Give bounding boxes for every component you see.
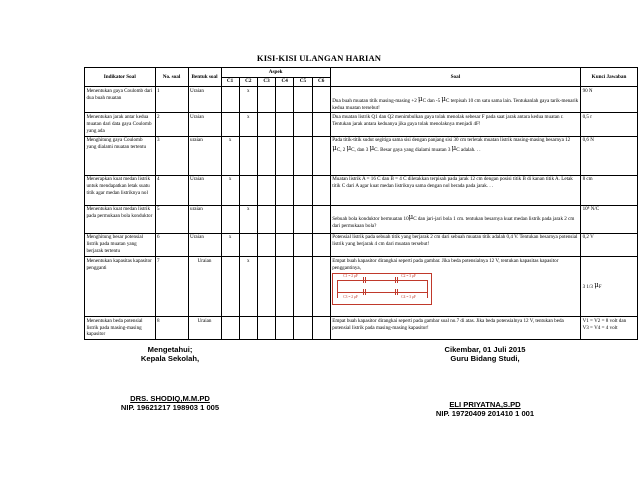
cell-indikator: Menghitung gaya Coulomb yang dialami muatan tertentu [85,136,156,175]
header-kunci: Kunci Jawaban [581,68,638,87]
table-row [85,136,638,175]
cell-bentuk: Uraian [188,175,221,205]
diagram-label-c4: C4 = 3 μF [401,295,416,300]
mu-symbol: μ [451,144,457,153]
cell-bentuk: Uraian [188,113,221,136]
header-c4: C4 [276,77,294,87]
mu-symbol: μ [594,281,599,290]
cell-kunci: 90 N [581,87,638,113]
table-row [85,175,638,205]
table-row [85,87,638,113]
mu-symbol: μ [418,94,423,103]
table-header-row [85,68,638,78]
diagram-label-c3: C3 = 2 μF [343,295,358,300]
cell-aspek-mark: x [239,256,257,316]
cell-indikator: Menerapkan kuat medan listrik untuk mendapatkan letak suatu titik agar medan listriknya nol [85,175,156,205]
cell-soal: Potensial listrik pada sebuah titik yang berjarak 2 cm dari sebuah muatan titik adalah 0,4 V. Tentukan besarnya potensial listrik yang berjarak 4 cm dari muatan tersebut! [330,233,580,256]
cell-soal: Sebuah bola konduktor bermuatan 10μC dan jari-jari bola 1 cm. tentukan besarnya kuat medan listrik pada jarak 2 cm dari permukaan bola? [330,205,580,233]
signature-right [400,345,570,418]
capacitor-circuit-diagram [332,273,432,305]
header-indikator: Indikator Soal [85,68,156,87]
signature-right-name: ELI PRIYATNA,S.PD [449,400,521,409]
cell-no: 6 [155,233,188,256]
cell-indikator: Menentukan kuat medan listrik pada permukaan bola konduktor [85,205,156,233]
cell-bentuk: uraian [188,136,221,175]
cell-indikator: Menghitung besar potensial listrik pada muatan yang berjarak tertentu [85,233,156,256]
table-row [85,113,638,136]
table-row [85,316,638,339]
mu-symbol: μ [369,144,375,153]
table-row [85,233,638,256]
cell-kunci: 10⁸ N/C [581,205,638,233]
header-c2: C2 [239,77,257,87]
cell-indikator: Menentukan beda potensial listrik pada masing-masing kapasitor [85,316,156,339]
cell-no: 2 [155,113,188,136]
cell-indikator: Menentukan jarak antar kedua muatan dari data gaya Coulomb yang ada [85,113,156,136]
table-row [85,205,638,233]
cell-soal: Empat buah kapasitor dirangkai seperti pada gambar soal no.7 di atas. Jika beda potensialnya 12 V, tentukan beda potensial listrik pada masing-masing kapasitor! [330,316,580,339]
diagram-label-c1: C1 = 2 μF [343,274,358,279]
signature-left [100,345,240,412]
cell-bentuk: Uraian [188,233,221,256]
kisi-kisi-table [84,67,638,340]
cell-soal: Pada titik-titik sudut segitiga sama sisi dengan panjang sisi 30 cm terletak muatan listrik masing-masing besarnya 12 μC, 2 μC, dan 3 μC. Besar gaya yang dialami muatan 3 μC adalah. . . [330,136,580,175]
diagram-label-c2: C2 = 3 μF [401,274,416,279]
signature-right-nip: NIP. 19720409 201410 1 001 [435,409,535,418]
mu-symbol: μ [346,144,352,153]
cell-soal: Dua muatan listrik Q1 dan Q2 menimbulkan gaya tolak menolak sebesar F pada saat jarak antara kedua muatan r. Tentukan jarak antara keduanya jika gaya tolak menolaknya menjadi 4F! [330,113,580,136]
signature-left-line2: Kepala Sekolah, [140,354,200,363]
cell-no: 4 [155,175,188,205]
cell-aspek-mark: x [221,175,239,205]
cell-kunci: 3 1/3 μF [581,256,638,316]
signature-right-line1: Cikembar, 01 Juli 2015 [444,345,526,354]
header-no: No. soal [155,68,188,87]
header-aspek: Aspek [221,68,330,78]
cell-soal: Dua buah muatan titik masing-masing +2 μC dan -5 μC terpisah 10 cm satu sama lain. Tentukanlah gaya tarik-menarik kedua muatan tersebut! [330,87,580,113]
cell-indikator: Menentukan gaya Coulomb dari dua buah muatan [85,87,156,113]
signature-left-line1: Mengetahui; [147,345,193,354]
cell-no: 1 [155,87,188,113]
cell-soal: Empat buah kapasitor dirangkai seperti pada gambar. Jika beda potensialnya 12 V, tentukan kapasitas kapasitor penggantinya, C1 = 2 μF C2 = 3 μF C3 = 2 μF C4 = 3 μF [330,256,580,316]
cell-aspek-mark: x [221,136,239,175]
signature-left-name: DRS. SHODIQ,M.M.PD [130,394,210,403]
cell-kunci: 0,5 r [581,113,638,136]
cell-no: 3 [155,136,188,175]
cell-bentuk: uraian [188,205,221,233]
mu-symbol: μ [408,213,414,222]
header-c6: C6 [312,77,330,87]
signature-left-nip: NIP. 19621217 198903 1 005 [120,403,220,412]
cell-kunci: 0,2 V [581,233,638,256]
cell-aspek-mark: x [239,205,257,233]
cell-kunci: V1 = V2 = 8 volt dan V3 = V4 = 4 volt [581,316,638,339]
cell-kunci: 8 cm [581,175,638,205]
cell-kunci: 0,6 N [581,136,638,175]
cell-aspek-mark: x [239,113,257,136]
table-row [85,256,638,316]
cell-no: 7 [155,256,188,316]
cell-aspek-mark: x [221,233,239,256]
cell-no: 5 [155,205,188,233]
header-bentuk: Bentuk soal [188,68,221,87]
mu-symbol: μ [441,94,446,103]
mu-symbol: μ [332,144,337,153]
cell-bentuk: Uraian [188,87,221,113]
header-soal: Soal [330,68,580,87]
header-c5: C5 [294,77,312,87]
cell-aspek-mark: x [239,87,257,113]
cell-indikator: Menentukan kapasitas kapasitor pengganti [85,256,156,316]
signature-right-line2: Guru Bidang Studi, [450,354,520,363]
header-c3: C3 [257,77,275,87]
cell-no: 8 [155,316,188,339]
header-c1: C1 [221,77,239,87]
cell-bentuk: Uraian [188,256,221,316]
document-title: KISI-KISI ULANGAN HARIAN [256,53,382,63]
cell-bentuk: Uraian [188,316,221,339]
cell-soal: Muatan listrik A = 16 C dan B = 4 C diletakkan terpisah pada jarak 12 cm dengan posisi titik B di kanan titik A. Letak titik C dari A agar kuat medan listriknya sama dengan nol berada pada jarak. . . [330,175,580,205]
